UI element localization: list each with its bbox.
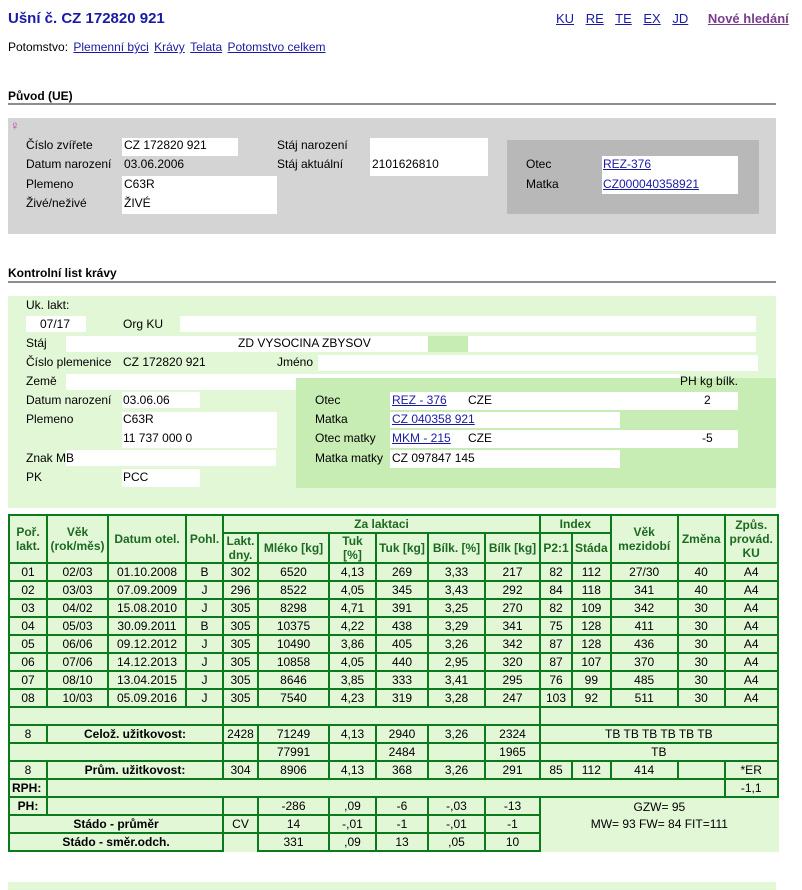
table-cell: 10 xyxy=(485,833,540,851)
table-cell: J xyxy=(186,581,223,599)
table-cell: 15.08.2010 xyxy=(108,599,186,617)
table-cell: 118 xyxy=(572,581,611,599)
table-cell: J xyxy=(186,599,223,617)
table-cell: -1 xyxy=(376,815,428,833)
table-cell: -1,1 xyxy=(725,779,778,797)
table-cell: MW= 93 FW= 84 FIT=111 xyxy=(590,817,728,831)
table-cell: B xyxy=(186,617,223,635)
lactation-table xyxy=(8,514,779,852)
table-cell: 341 xyxy=(611,581,678,599)
potomstvo-label: Potomstvo: xyxy=(8,40,69,54)
link-re[interactable]: RE xyxy=(585,11,604,26)
plemeno-kod: 11 737 000 0 xyxy=(123,431,193,445)
link-kravy[interactable]: Krávy xyxy=(154,40,185,54)
table-cell: A4 xyxy=(725,599,778,617)
table-cell: RPH: xyxy=(9,779,47,797)
table-cell: 345 xyxy=(376,581,428,599)
table-cell: -,01 xyxy=(329,815,376,833)
table-row xyxy=(9,671,778,689)
table-cell: 03/03 xyxy=(47,581,108,599)
matka-matky: CZ 097847 145 xyxy=(392,451,475,465)
table-cell: 4,13 xyxy=(329,761,376,779)
table-cell: 82 xyxy=(540,599,572,617)
col-bilk-pct: Bílk. [%] xyxy=(428,533,485,563)
table-cell: J xyxy=(186,635,223,653)
link-jd[interactable]: JD xyxy=(672,11,689,26)
table-cell: Stádo - průměr xyxy=(9,815,223,833)
table-cell xyxy=(223,707,540,725)
table-cell: 05/03 xyxy=(47,617,108,635)
prum-row xyxy=(9,761,778,779)
table-cell: A4 xyxy=(725,653,778,671)
table-cell xyxy=(223,743,258,761)
table-row xyxy=(9,689,778,707)
table-cell: 370 xyxy=(611,653,678,671)
table-cell: 10490 xyxy=(258,635,329,653)
table-cell: GZW= 95 xyxy=(633,799,686,814)
table-cell xyxy=(9,743,223,761)
table-cell xyxy=(540,707,778,725)
table-cell: TB TB TB TB TB TB xyxy=(540,725,778,743)
table-cell: 09.12.2012 xyxy=(108,635,186,653)
table-cell: -,03 xyxy=(428,797,485,815)
table-row xyxy=(9,599,778,617)
table-cell: 84 xyxy=(540,581,572,599)
col-pohl: Pohl. xyxy=(186,515,223,563)
table-cell xyxy=(540,833,778,851)
link-ex[interactable]: EX xyxy=(643,11,661,26)
table-cell: 305 xyxy=(223,617,258,635)
table-cell: 02/03 xyxy=(47,563,108,581)
table-cell: 3,33 xyxy=(428,563,485,581)
table-cell xyxy=(9,707,223,725)
table-cell: 3,41 xyxy=(428,671,485,689)
table-cell: 292 xyxy=(485,581,540,599)
table-cell: 08/10 xyxy=(47,671,108,689)
table-cell: 03 xyxy=(9,599,47,617)
table-cell: 305 xyxy=(223,599,258,617)
table-cell: 305 xyxy=(223,635,258,653)
table-cell: 333 xyxy=(376,671,428,689)
table-cell: 4,22 xyxy=(329,617,376,635)
table-cell: 87 xyxy=(540,635,572,653)
pk-value: PCC xyxy=(123,470,149,484)
table-cell: 342 xyxy=(485,635,540,653)
col-zpusob: Způs. provád. KU xyxy=(725,515,778,563)
table-row xyxy=(9,581,778,599)
table-cell: PH: xyxy=(9,797,47,815)
col-tuk-kg: Tuk [kg] xyxy=(376,533,428,563)
table-cell: 291 xyxy=(485,761,540,779)
table-cell: 01 xyxy=(9,563,47,581)
table-cell: 305 xyxy=(223,689,258,707)
table-cell: 103 xyxy=(540,689,572,707)
table-cell: 305 xyxy=(223,653,258,671)
plemeno-kl: C63R xyxy=(123,412,154,426)
col-mleko: Mléko [kg] xyxy=(258,533,329,563)
table-cell: ,05 xyxy=(428,833,485,851)
table-cell: -286 xyxy=(258,797,329,815)
table-cell: 4,13 xyxy=(329,725,376,743)
datum-narozeni-kl: 03.06.06 xyxy=(123,393,170,407)
uk-lakt: 07/17 xyxy=(40,317,71,331)
table-cell: 13 xyxy=(376,833,428,851)
col-tuk-pct: Tuk [%] xyxy=(329,533,376,563)
table-cell: 2484 xyxy=(376,743,428,761)
zive-nezive: ŽIVÉ xyxy=(124,196,151,210)
table-cell: 82 xyxy=(540,563,572,581)
table-cell: 341 xyxy=(485,617,540,635)
table-cell: 04/02 xyxy=(47,599,108,617)
table-cell xyxy=(47,779,725,797)
table-cell: 10/03 xyxy=(47,689,108,707)
table-cell: 14.12.2013 xyxy=(108,653,186,671)
new-search-link[interactable]: Nové hledání xyxy=(707,11,789,26)
stado-smer-row xyxy=(9,833,778,851)
table-cell: 295 xyxy=(485,671,540,689)
table-cell: 05 xyxy=(9,635,47,653)
stado-prumer-row xyxy=(9,815,778,833)
table-cell: 320 xyxy=(485,653,540,671)
table-cell: 368 xyxy=(376,761,428,779)
celoz-row xyxy=(9,725,778,743)
table-row xyxy=(9,653,778,671)
table-cell: 112 xyxy=(572,761,611,779)
table-cell: 06 xyxy=(9,653,47,671)
table-cell: 296 xyxy=(223,581,258,599)
table-cell: 07/06 xyxy=(47,653,108,671)
link-ku[interactable]: KU xyxy=(556,11,575,26)
table-cell: 2324 xyxy=(485,725,540,743)
table-cell: 30 xyxy=(678,617,725,635)
table-cell xyxy=(47,797,223,815)
col-stada: Stáda xyxy=(572,533,611,563)
table-cell: 08 xyxy=(9,689,47,707)
table-cell: -13 xyxy=(485,797,540,815)
table-cell: 4,05 xyxy=(329,581,376,599)
table-cell: 30.09.2011 xyxy=(108,617,186,635)
table-cell: 304 xyxy=(223,761,258,779)
col-index: Index xyxy=(540,515,611,533)
cislo-plemenice: CZ 172820 921 xyxy=(123,355,206,369)
col-datum: Datum otel. xyxy=(108,515,186,563)
cislo-zvirete: CZ 172820 921 xyxy=(124,138,207,152)
kontrolni-rule xyxy=(8,281,776,283)
table-cell: A4 xyxy=(725,617,778,635)
lactation-rows xyxy=(9,563,778,851)
rph-row xyxy=(9,779,778,797)
col-p21: P2:1 xyxy=(540,533,572,563)
table-cell: J xyxy=(186,689,223,707)
staj-value: ZD VYSOCINA ZBYSOV xyxy=(238,336,371,350)
table-row xyxy=(9,635,778,653)
table-cell: 3,26 xyxy=(428,725,485,743)
table-cell: 2428 xyxy=(223,725,258,743)
col-por: Poř. lakt. xyxy=(9,515,47,563)
col-vek: Věk (rok/měs) xyxy=(47,515,108,563)
table-cell: 3,86 xyxy=(329,635,376,653)
kl-otec-matky-link[interactable]: MKM - 215 xyxy=(392,431,451,445)
plemeno: C63R xyxy=(124,177,155,191)
table-cell: A4 xyxy=(725,671,778,689)
table-cell: 07 xyxy=(9,671,47,689)
table-cell xyxy=(223,833,258,851)
table-cell: 438 xyxy=(376,617,428,635)
table-cell: -,01 xyxy=(428,815,485,833)
table-cell: 112 xyxy=(572,563,611,581)
table-cell: 30 xyxy=(678,635,725,653)
table-cell: 87 xyxy=(540,653,572,671)
table-cell: 76 xyxy=(540,671,572,689)
staj-aktualni: 2101626810 xyxy=(372,157,439,171)
table-cell: 05.09.2016 xyxy=(108,689,186,707)
table-cell: 128 xyxy=(572,617,611,635)
table-cell: 3,85 xyxy=(329,671,376,689)
table-cell: 10375 xyxy=(258,617,329,635)
table-cell: 4,71 xyxy=(329,599,376,617)
table-cell: J xyxy=(186,653,223,671)
table-cell: 414 xyxy=(611,761,678,779)
table-cell: B xyxy=(186,563,223,581)
table-cell: 07.09.2009 xyxy=(108,581,186,599)
table-cell: 3,26 xyxy=(428,761,485,779)
table-cell: Prům. užitkovost: xyxy=(47,761,223,779)
table-cell: A4 xyxy=(725,635,778,653)
table-cell: ,09 xyxy=(329,797,376,815)
table-cell: 99 xyxy=(572,671,611,689)
table-cell: 3,28 xyxy=(428,689,485,707)
table-cell: 30 xyxy=(678,599,725,617)
table-cell: 7540 xyxy=(258,689,329,707)
table-cell: 71249 xyxy=(258,725,329,743)
puvod-heading: Původ (UE) xyxy=(8,89,73,103)
table-cell: 13.04.2015 xyxy=(108,671,186,689)
table-cell: 40 xyxy=(678,563,725,581)
table-cell: -6 xyxy=(376,797,428,815)
kl-otec-link[interactable]: REZ - 376 xyxy=(392,393,447,407)
potomstvo-bar xyxy=(8,40,326,54)
kl-matka-link[interactable]: CZ 040358 921 xyxy=(392,412,475,426)
table-cell: 8 xyxy=(9,761,47,779)
table-cell: 8522 xyxy=(258,581,329,599)
table-cell: 6520 xyxy=(258,563,329,581)
table-cell: 319 xyxy=(376,689,428,707)
table-cell: 8906 xyxy=(258,761,329,779)
table-cell: 1965 xyxy=(485,743,540,761)
table-cell: 40 xyxy=(678,581,725,599)
table-cell: 411 xyxy=(611,617,678,635)
table-cell: 27/30 xyxy=(611,563,678,581)
table-cell: 75 xyxy=(540,617,572,635)
col-vek-mezidobi: Věk mezidobí xyxy=(611,515,678,563)
table-cell: 10858 xyxy=(258,653,329,671)
table-cell: 269 xyxy=(376,563,428,581)
table-cell: 30 xyxy=(678,653,725,671)
table-cell: 302 xyxy=(223,563,258,581)
table-cell xyxy=(428,743,485,761)
page-title: Ušní č. CZ 172820 921 xyxy=(8,10,165,27)
table-cell: A4 xyxy=(725,563,778,581)
table-row xyxy=(9,617,778,635)
table-cell: 4,05 xyxy=(329,653,376,671)
table-cell: 01.10.2008 xyxy=(108,563,186,581)
table-cell xyxy=(329,743,376,761)
table-cell: Celož. užitkovost: xyxy=(47,725,223,743)
puvod-rule xyxy=(8,103,776,105)
col-bilk-kg: Bílk [kg] xyxy=(485,533,540,563)
table-cell: Stádo - směr.odch. xyxy=(9,833,223,851)
table-cell: ,09 xyxy=(329,833,376,851)
table-cell: 04 xyxy=(9,617,47,635)
datum-narozeni: 03.06.2006 xyxy=(124,157,185,171)
table-cell: 3,29 xyxy=(428,617,485,635)
table-cell: 3,43 xyxy=(428,581,485,599)
table-cell: 30 xyxy=(678,671,725,689)
celoz2-row xyxy=(9,743,778,761)
table-cell: 8298 xyxy=(258,599,329,617)
col-zmena: Změna xyxy=(678,515,725,563)
table-cell: 305 xyxy=(223,671,258,689)
table-cell: 8646 xyxy=(258,671,329,689)
table-cell: TB xyxy=(540,743,778,761)
table-cell: 391 xyxy=(376,599,428,617)
link-te[interactable]: TE xyxy=(615,11,632,26)
kontrolni-heading: Kontrolní list krávy xyxy=(8,266,117,280)
female-icon: ♀ xyxy=(10,118,20,133)
ph-row xyxy=(9,797,778,815)
table-cell: 2,95 xyxy=(428,653,485,671)
spacer-row xyxy=(9,707,778,725)
table-cell: -1 xyxy=(485,815,540,833)
table-cell: 06/06 xyxy=(47,635,108,653)
table-cell: 247 xyxy=(485,689,540,707)
table-cell: 77991 xyxy=(258,743,329,761)
table-cell: 217 xyxy=(485,563,540,581)
table-cell: 92 xyxy=(572,689,611,707)
table-cell: 270 xyxy=(485,599,540,617)
table-cell: 485 xyxy=(611,671,678,689)
table-cell: 4,23 xyxy=(329,689,376,707)
table-cell: 331 xyxy=(258,833,329,851)
table-cell: 8 xyxy=(9,725,47,743)
col-za-laktaci: Za laktaci xyxy=(223,515,540,533)
table-row xyxy=(9,563,778,581)
table-cell: 4,13 xyxy=(329,563,376,581)
table-cell: 128 xyxy=(572,635,611,653)
table-cell: 14 xyxy=(258,815,329,833)
table-cell: J xyxy=(186,671,223,689)
table-cell: 107 xyxy=(572,653,611,671)
table-cell xyxy=(678,761,725,779)
link-telata[interactable]: Telata xyxy=(190,40,223,54)
table-cell: 405 xyxy=(376,635,428,653)
table-cell: 85 xyxy=(540,761,572,779)
table-cell: 02 xyxy=(9,581,47,599)
top-links xyxy=(556,11,789,26)
link-potomstvo-celkem[interactable]: Potomstvo celkem xyxy=(227,40,326,54)
table-cell: *ER xyxy=(725,761,778,779)
matka-link[interactable]: CZ000040358921 xyxy=(603,177,700,191)
table-cell: A4 xyxy=(725,581,778,599)
table-cell: 30 xyxy=(678,689,725,707)
col-lakt-dny: Lakt. dny. xyxy=(223,533,258,563)
table-cell: 342 xyxy=(611,599,678,617)
table-cell xyxy=(223,797,258,815)
table-cell: A4 xyxy=(725,689,778,707)
table-cell: 436 xyxy=(611,635,678,653)
table-cell: 3,25 xyxy=(428,599,485,617)
table-cell: 3,26 xyxy=(428,635,485,653)
table-cell: 511 xyxy=(611,689,678,707)
table-cell: 440 xyxy=(376,653,428,671)
table-cell: CV xyxy=(223,815,258,833)
table-cell: 109 xyxy=(572,599,611,617)
otec-link[interactable]: REZ-376 xyxy=(603,157,652,171)
link-plemenni-byci[interactable]: Plemenní býci xyxy=(73,40,149,54)
table-cell: 2940 xyxy=(376,725,428,743)
